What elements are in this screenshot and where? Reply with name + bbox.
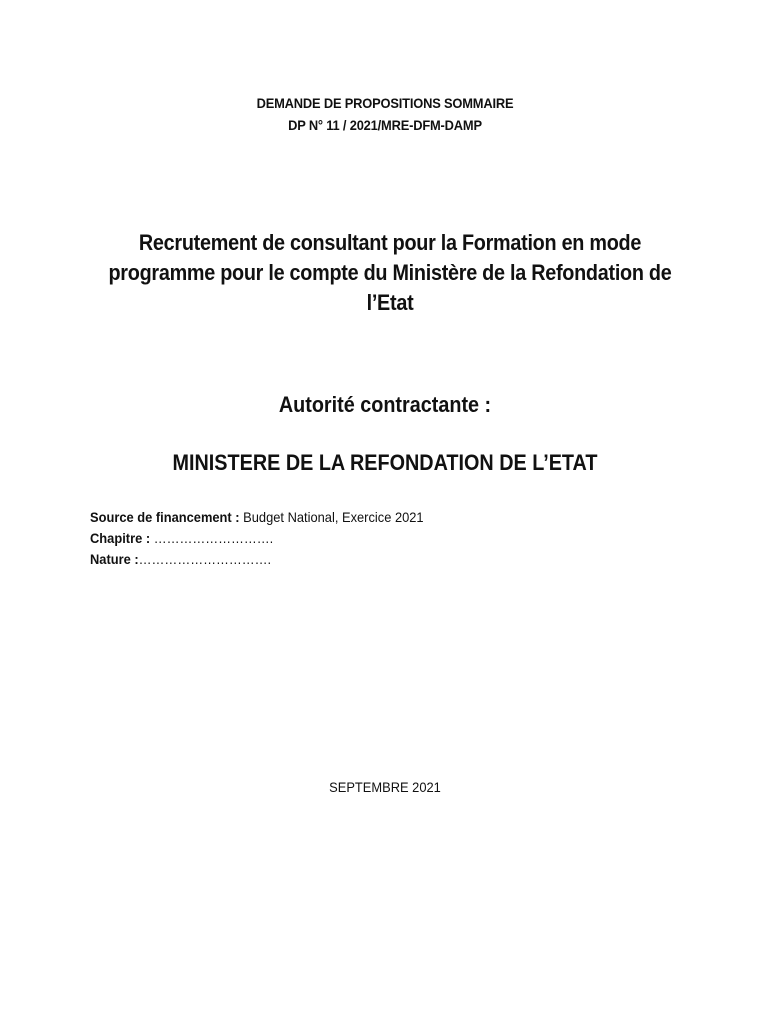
funding-source-value: Budget National, Exercice 2021 (239, 509, 424, 525)
chapitre-value: ………………………. (150, 530, 274, 546)
ministry-name: MINISTERE DE LA REFONDATION DE L’ETAT (172, 450, 598, 475)
funding-source-label: Source de financement : (90, 509, 240, 525)
funding-info (90, 507, 690, 570)
chapitre-row (90, 528, 642, 549)
document-date: SEPTEMBRE 2021 (329, 779, 441, 795)
nature-label: Nature : (90, 551, 139, 567)
document-type: DEMANDE DE PROPOSITIONS SOMMAIRE (256, 95, 514, 111)
document-header (60, 92, 710, 136)
nature-value: …………………………. (138, 551, 272, 567)
title-line-2: programme pour le compte du Ministère de la Refondation de (108, 260, 672, 285)
document-title (70, 228, 710, 318)
chapitre-label: Chapitre : (90, 530, 151, 546)
funding-source-row (90, 507, 642, 528)
title-line-1: Recrutement de consultant pour la Formation en mode (138, 230, 642, 255)
authority-label: Autorité contractante : (278, 392, 492, 417)
title-line-3: l’Etat (366, 290, 414, 315)
nature-row (90, 549, 642, 570)
document-reference: DP N° 11 / 2021/MRE-DFM-DAMP (288, 117, 482, 133)
